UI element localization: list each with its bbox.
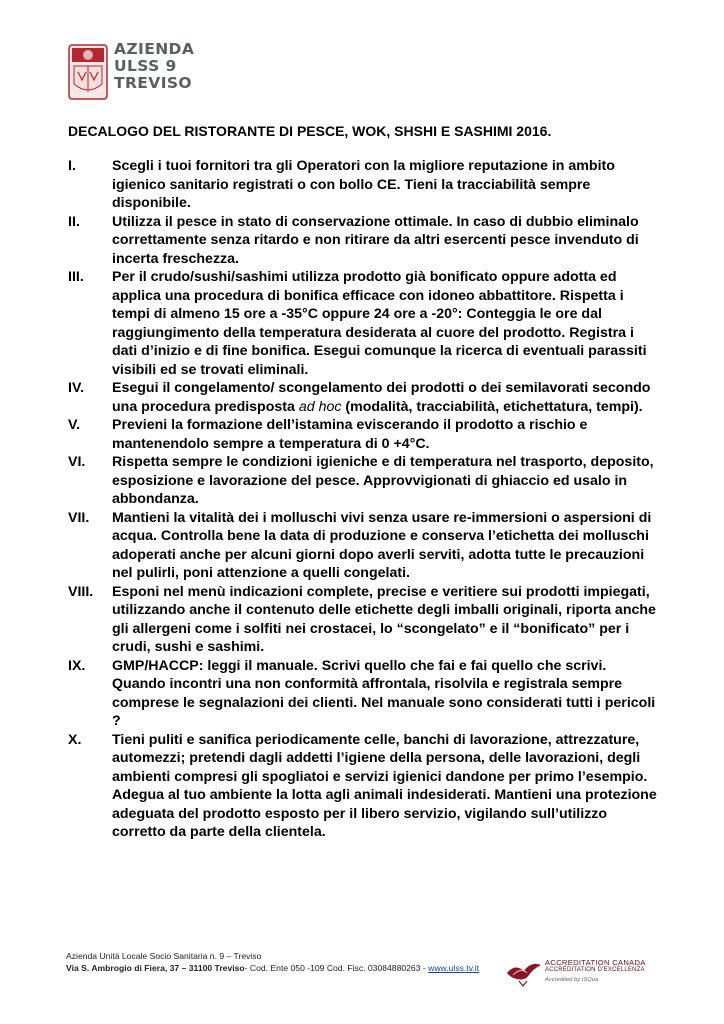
accreditation-bird-icon: [505, 957, 543, 987]
item-number: X.: [68, 731, 82, 748]
org-line-3: TREVISO: [114, 74, 192, 92]
item-text: Per il crudo/sushi/sashimi utilizza prodotto già bonificato oppure adotta ed applica una procedura di bonifica efficace con idoneo abbattitore. Rispetta i tempi di almeno 15 ore a -35°C oppure 24 ore a -20°: Conteggia le ore dal raggiungimento della temperatura desiderata al cuore del prodotto. Registra i dati d’inizio e di fine bonifica. Esegui comunque la ricerca di eventuali parassiti visibili ed se trovati eliminali.: [112, 269, 647, 378]
accreditation-name: ACCREDITATION CANADA: [545, 958, 646, 967]
item-text: Mantieni la vitalità dei i molluschi vivi senza usare re-immersioni o aspersioni di acqua. Controlla bene la data di produzione e conserva l’etichetta dei molluschi adoperati anche per alcuni giorni dopo averli serviti, adotta tutte le precauzioni nel pulirli, poni attenzione a quelli congelati.: [112, 509, 652, 581]
item-text: Rispetta sempre le condizioni igieniche e di temperatura nel trasporto, deposito, esposizione e lavorazione del pesce. Approvvigionati di ghiaccio ed usalo in abbondanza.: [112, 454, 654, 507]
accreditation-badge: [505, 956, 675, 990]
organization-name: [114, 41, 194, 92]
item-text: Scegli i tuoi fornitori tra gli Operatori con la migliore reputazione in ambito igienico sanitario registrati o con bollo CE. Tieni la tracciabilità sempre disponibile.: [112, 158, 615, 211]
decalogue-list: [68, 157, 658, 842]
accreditation-subtitle: ACCRÉDITATION D’EXCELLENZA: [545, 967, 645, 973]
item-number: I.: [68, 158, 76, 174]
item-number: VI.: [68, 454, 86, 470]
ulss-shield-icon: [68, 44, 108, 100]
document-title: DECALOGO DEL RISTORANTE DI PESCE, WOK, SHSHI E SASHIMI 2016.: [68, 123, 552, 139]
list-item: [68, 157, 658, 213]
list-item: [68, 379, 658, 416]
item-text: [112, 379, 658, 416]
item-number: II.: [68, 213, 80, 230]
item-text-italic: ad hoc: [298, 398, 342, 415]
item-text: Esponi nel menù indicazioni complete, precise e veritiere sui prodotti impiegati, utilizzando anche il contenuto delle etichette degli imballi originali, riporta anche gli allergeni come i solfiti nei crostacei, lo “scongelato” e il “bonificato” per i crudi, sushi e sashimi.: [112, 583, 656, 655]
list-item: [68, 657, 658, 731]
organization-header: [68, 40, 218, 102]
list-item: [68, 731, 658, 842]
list-item: [68, 416, 658, 453]
item-number: V.: [68, 417, 81, 433]
item-number: VIII.: [68, 583, 94, 600]
list-item: [68, 268, 658, 379]
org-line-1: AZIENDA: [114, 40, 195, 58]
footer-organization: Azienda Unità Locale Socio Sanitaria n. 9 – Treviso: [66, 951, 262, 961]
item-number: IX.: [68, 657, 86, 674]
list-item: [68, 453, 658, 509]
footer-codes: - Cod. Ente 050 -109 Cod. Fisc. 03084880263 -: [244, 963, 429, 973]
item-text: Previeni la formazione dell’istamina eviscerando il prodotto a rischio e mantenendolo sempre a temperatura di 0 +4°C.: [112, 417, 588, 452]
item-number: IV.: [68, 380, 85, 396]
item-number: VII.: [68, 509, 90, 526]
website-link[interactable]: www.ulss.tv.it: [428, 963, 480, 973]
list-item: [68, 213, 658, 269]
item-text-part: (modalità, tracciabilità, etichettatura, tempi).: [341, 398, 643, 415]
item-text-part: Esegui il congelamento/ scongelamento dei prodotti o dei semilavorati secondo una procedura predisposta: [112, 380, 651, 415]
list-item: [68, 509, 658, 583]
list-item: [68, 583, 658, 657]
item-text: Tieni puliti e sanifica periodicamente celle, banchi di lavorazione, attrezzature, automezzi; pretendi dagli addetti l’igiene della persona, delle lavorazioni, degli ambienti compresi gli spogliatoi e servizi igienici dandone per primo l’esempio. Adegua al tuo ambiente la lotta agli animali indesiderati. Mantieni una protezione adeguata del prodotto esposto per il libero servizio, vigilando sull’utilizzo corretto da parte della clientela.: [112, 731, 657, 840]
item-number: III.: [68, 269, 84, 285]
accreditation-note: Accredited by ISQua: [545, 977, 599, 983]
org-line-2: ULSS 9: [114, 57, 177, 75]
item-text: GMP/HACCP: leggi il manuale. Scrivi quello che fai e fai quello che scrivi. Quando incontri una non conformità affrontala, risolvila e registrala sempre comprese le segnalazioni dei clienti. Nel manuale sono considerati tutti i pericoli ?: [112, 657, 656, 729]
item-text: Utilizza il pesce in stato di conservazione ottimale. In caso di dubbio eliminalo correttamente senza ritardo e non ritirare da altri esercenti pesce invenduto di incerta freschezza.: [112, 213, 639, 267]
footer-address: Via S. Ambrogio di Fiera, 37 – 31100 Treviso: [66, 963, 245, 973]
